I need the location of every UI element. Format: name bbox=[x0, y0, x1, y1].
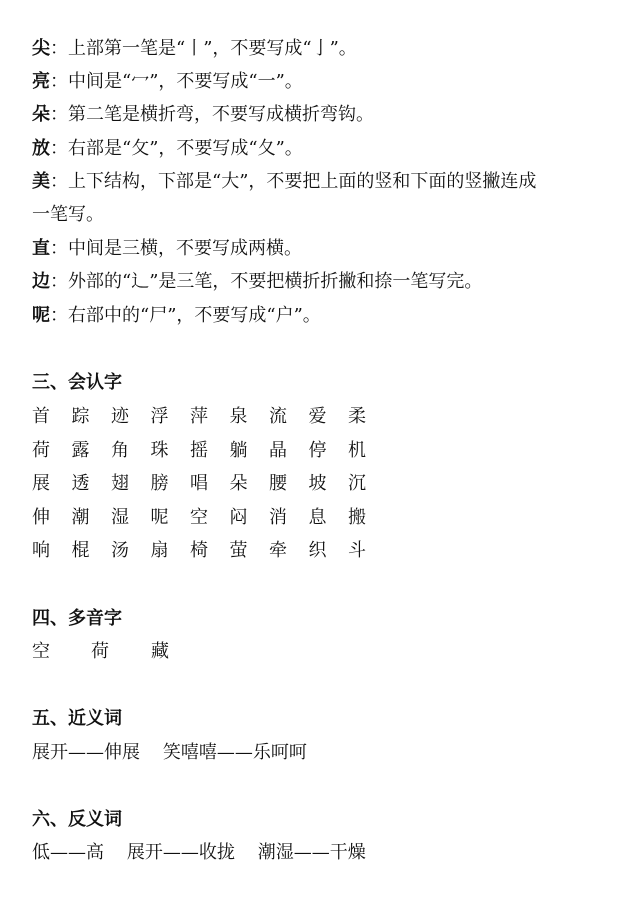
note-term: 美 bbox=[32, 171, 50, 192]
recognize-char: 膀 bbox=[150, 473, 169, 494]
recognize-char: 潮 bbox=[71, 507, 90, 528]
note-text: ：上下结构，下部是“大”，不要把上面的竖和下面的竖撇连成 bbox=[50, 171, 537, 192]
note-text: ：右部是“攵”，不要写成“夂”。 bbox=[50, 138, 303, 159]
recognize-char: 展 bbox=[32, 473, 50, 494]
recognize-char: 角 bbox=[111, 440, 129, 461]
recognize-char: 扇 bbox=[150, 540, 169, 561]
note-text: ：中间是三横，不要写成两横。 bbox=[50, 238, 302, 259]
section-heading-polyphone: 四、多音字 bbox=[32, 608, 122, 629]
note-line bbox=[32, 169, 612, 195]
antonym-pairs: 低——高 展开——收拢 潮湿——干燥 bbox=[32, 842, 366, 863]
note-line bbox=[32, 136, 612, 162]
polyphone-char: 藏 bbox=[151, 641, 169, 662]
recognize-char: 迹 bbox=[111, 406, 129, 427]
recognize-char: 萍 bbox=[190, 406, 208, 427]
recognize-char: 息 bbox=[308, 507, 327, 528]
recognize-char: 柔 bbox=[348, 406, 366, 427]
recognize-char: 斗 bbox=[348, 540, 366, 561]
recognize-char: 椅 bbox=[190, 540, 208, 561]
recognize-char: 闷 bbox=[229, 507, 248, 528]
recognize-char: 沉 bbox=[348, 473, 366, 494]
synonym-pairs: 展开——伸展 笑嘻嘻——乐呵呵 bbox=[32, 742, 307, 763]
note-line bbox=[32, 269, 612, 295]
note-term: 边 bbox=[32, 271, 50, 292]
recognize-char: 湿 bbox=[111, 507, 129, 528]
recognize-char: 萤 bbox=[229, 540, 248, 561]
note-term: 亮 bbox=[32, 71, 50, 92]
recognize-char: 唱 bbox=[190, 473, 208, 494]
polyphone-char: 荷 bbox=[91, 641, 109, 662]
recognize-char: 坡 bbox=[308, 473, 327, 494]
recognize-char: 浮 bbox=[150, 406, 169, 427]
note-term: 呢 bbox=[32, 305, 50, 326]
note-line bbox=[32, 236, 612, 262]
note-text: ：中间是“冖”，不要写成“一”。 bbox=[50, 71, 303, 92]
note-term: 尖 bbox=[32, 38, 50, 59]
recognize-char: 汤 bbox=[111, 540, 129, 561]
polyphone-char: 空 bbox=[32, 641, 50, 662]
recognize-char: 呢 bbox=[150, 507, 169, 528]
recognize-char: 泉 bbox=[229, 406, 248, 427]
recognize-char: 消 bbox=[269, 507, 287, 528]
recognize-char: 翅 bbox=[111, 473, 129, 494]
section-heading-recognize: 三、会认字 bbox=[32, 372, 122, 393]
recognize-char: 流 bbox=[269, 406, 287, 427]
recognize-char: 伸 bbox=[32, 507, 50, 528]
note-line bbox=[32, 102, 612, 128]
section-heading-synonym: 五、近义词 bbox=[32, 708, 122, 729]
note-line bbox=[32, 69, 612, 95]
recognize-char: 空 bbox=[190, 507, 208, 528]
note-term: 放 bbox=[32, 138, 50, 159]
recognize-char: 踪 bbox=[71, 406, 90, 427]
recognize-char: 机 bbox=[348, 440, 366, 461]
recognize-char: 朵 bbox=[229, 473, 248, 494]
note-continuation: 一笔写。 bbox=[32, 204, 104, 225]
recognize-char: 搬 bbox=[348, 507, 366, 528]
recognize-char: 腰 bbox=[269, 473, 287, 494]
recognize-char: 牵 bbox=[269, 540, 287, 561]
note-term: 直 bbox=[32, 238, 50, 259]
recognize-char: 晶 bbox=[269, 440, 287, 461]
recognize-char: 响 bbox=[32, 540, 50, 561]
recognize-char: 荷 bbox=[32, 440, 50, 461]
recognize-char: 摇 bbox=[190, 440, 208, 461]
recognize-char: 棍 bbox=[71, 540, 90, 561]
note-text: ：右部中的“尸”，不要写成“户”。 bbox=[50, 305, 321, 326]
recognize-char: 躺 bbox=[229, 440, 248, 461]
note-text: ：上部第一笔是“丨”，不要写成“亅”。 bbox=[50, 38, 357, 59]
note-text: ：外部的“辶”是三笔，不要把横折折撇和捺一笔写完。 bbox=[50, 271, 483, 292]
recognize-char: 首 bbox=[32, 406, 50, 427]
note-line bbox=[32, 303, 612, 329]
section-heading-antonym: 六、反义词 bbox=[32, 809, 122, 830]
note-text: ：第二笔是横折弯，不要写成横折弯钩。 bbox=[50, 104, 374, 125]
note-line bbox=[32, 36, 612, 62]
recognize-char: 爱 bbox=[308, 406, 327, 427]
recognize-char: 停 bbox=[308, 440, 327, 461]
recognize-char: 织 bbox=[308, 540, 327, 561]
note-term: 朵 bbox=[32, 104, 50, 125]
recognize-char: 露 bbox=[71, 440, 90, 461]
recognize-char: 透 bbox=[71, 473, 90, 494]
recognize-char: 珠 bbox=[150, 440, 169, 461]
